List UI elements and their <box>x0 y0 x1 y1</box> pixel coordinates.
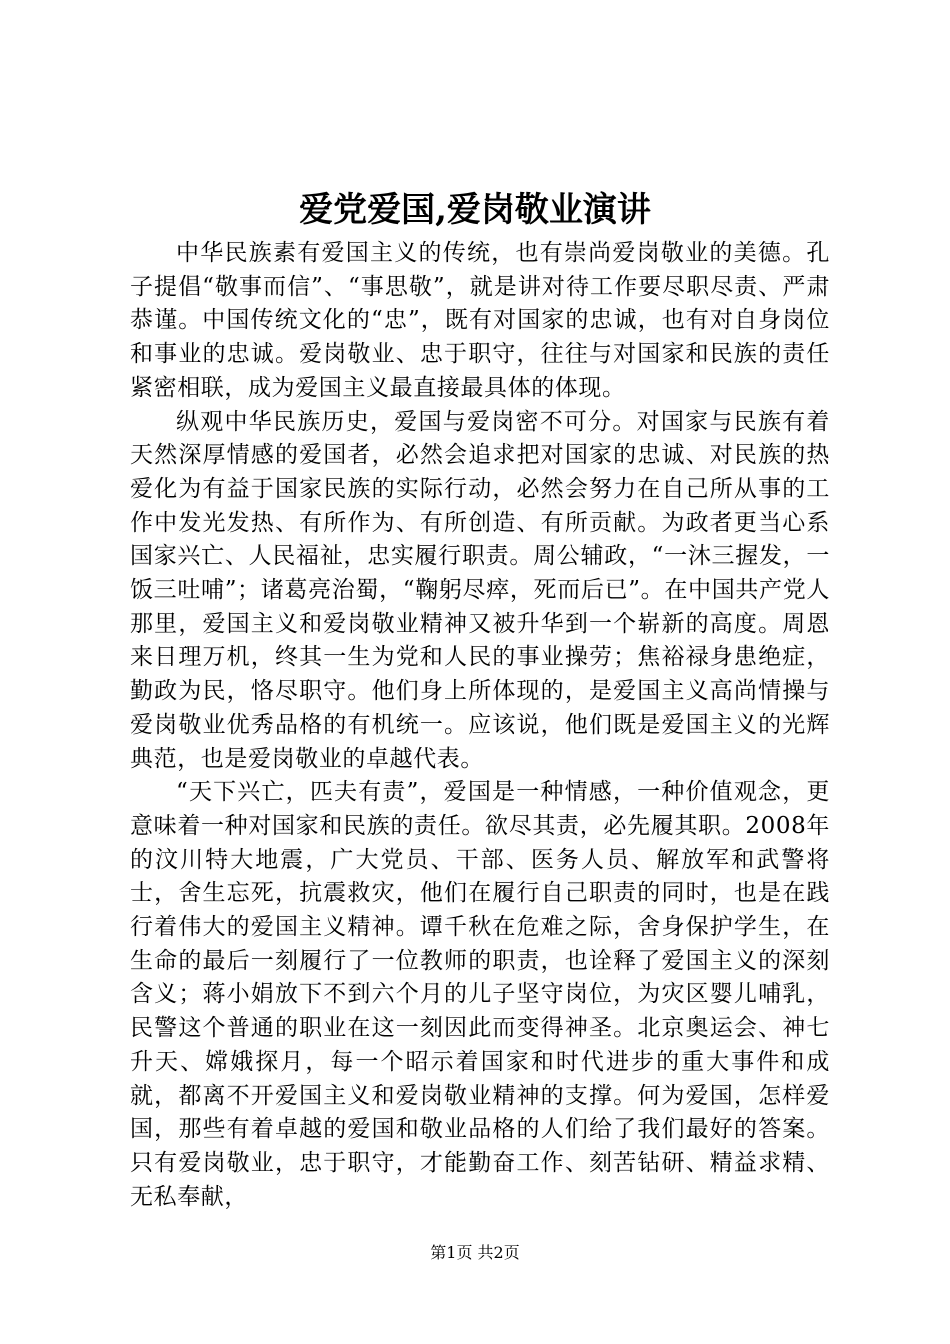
document-body <box>130 237 830 1214</box>
paragraph-1: 中华民族素有爱国主义的传统，也有崇尚爱岗敬业的美德。孔子提倡“敬事而信”、“事思敬”，就是讲对待工作要尽职尽责、严肃恭谨。中国传统文化的“忠”，既有对国家的忠诚，也有对自身岗位和事业的忠诚。爱岗敬业、忠于职守，往往与对国家和民族的责任紧密相联，成为爱国主义最直接最具体的体现。 <box>130 240 830 401</box>
paragraph-3: “天下兴亡，匹夫有责”，爱国是一种情感，一种价值观念，更意味着一种对国家和民族的责任。欲尽其责，必先履其职。2008年的汶川特大地震，广大党员、干部、医务人员、解放军和武警将士，舍生忘死，抗震救灾，他们在履行自己职责的同时，也是在践行着伟大的爱国主义精神。谭千秋在危难之际，舍身保护学生，在生命的最后一刻履行了一位教师的职责，也诠释了爱国主义的深刻含义；蒋小娟放下不到六个月的儿子坚守岗位，为灾区婴儿哺乳，民警这个普通的职业在这一刻因此而变得神圣。北京奥运会、神七升天、嫦娥探月，每一个昭示着国家和时代进步的重大事件和成就，都离不开爱国主义和爱岗敬业精神的支撑。何为爱国，怎样爱国，那些有着卓越的爱国和敬业品格的人们给了我们最好的答案。只有爱岗敬业，忠于职守，才能勤奋工作、刻苦钻研、精益求精、无私奉献， <box>130 779 830 1210</box>
paragraph-2: 纵观中华民族历史，爱国与爱岗密不可分。对国家与民族有着天然深厚情感的爱国者，必然会追求把对国家的忠诚、对民族的热爱化为有益于国家民族的实际行动，必然会努力在自己所从事的工作中发光发热、有所作为、有所创造、有所贡献。为政者更当心系国家兴亡、人民福祉，忠实履行职责。周公辅政，“一沐三握发，一饭三吐哺”；诸葛亮治蜀，“鞠躬尽瘁，死而后已”。在中国共产党人那里，爱国主义和爱岗敬业精神又被升华到一个崭新的高度。周恩来日理万机，终其一生为党和人民的事业操劳；焦裕禄身患绝症，勤政为民，恪尽职守。他们身上所体现的，是爱国主义高尚情操与爱岗敬业优秀品格的有机统一。应该说，他们既是爱国主义的光辉典范，也是爱岗敬业的卓越代表。 <box>130 408 830 772</box>
document-title: 爱党爱国,爱岗敬业演讲 <box>299 190 651 230</box>
page-footer: 第1页 共2页 <box>430 1243 520 1262</box>
